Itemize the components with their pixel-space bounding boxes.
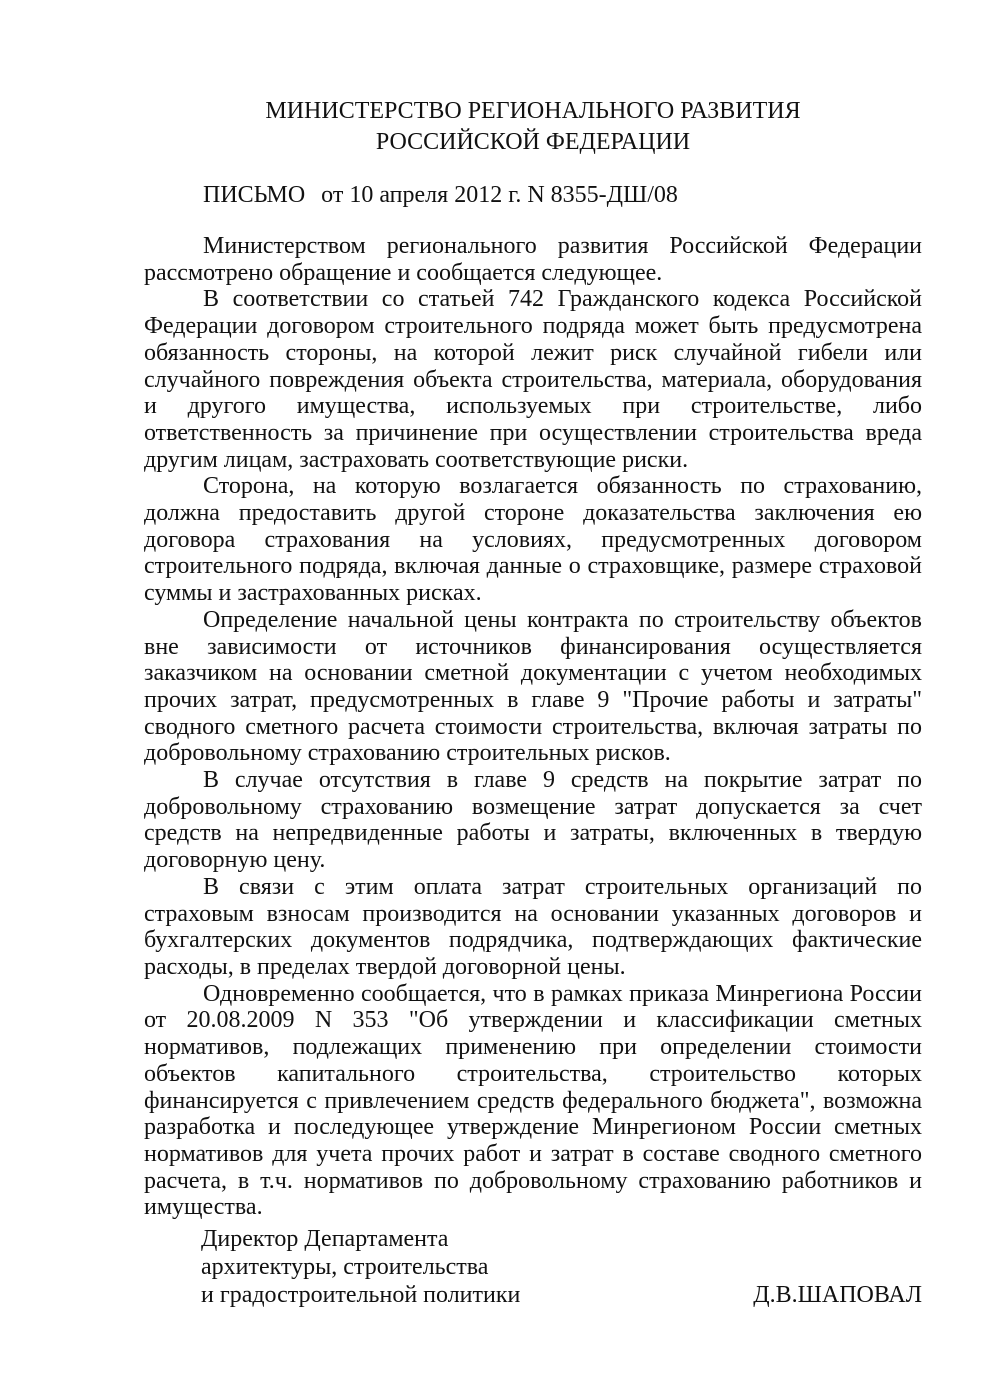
ministry-name-line2: РОССИЙСКОЙ ФЕДЕРАЦИИ <box>375 129 691 155</box>
paragraph: Определение начальной цены контракта по строительству объектов вне зависимости от источников финансирования осуществляется заказчиком на основании сметной документации с учетом необходимых прочих затрат, предусмотренных в главе 9 "Прочие работы и затраты" сводного сметного расчета стоимости строительства, включая затраты по добровольному страхованию строительных рисков. <box>144 606 922 767</box>
letter-title <box>203 180 678 210</box>
letter-details: от 10 апреля 2012 г. N 8355-ДШ/08 <box>321 182 678 208</box>
paragraph: Одновременно сообщается, что в рамках приказа Минрегиона России от 20.08.2009 N 353 "Об утверждении и классификации сметных нормативов, подлежащих применению при определении стоимости объектов капитального строительства, строительство которых финансируется с привлечением средств федерального бюджета", возможна разработка и последующее утверждение Минрегионом России сметных нормативов для учета прочих работ и затрат в составе сводного сметного расчета, в т.ч. нормативов по добровольному страхованию работников и имущества. <box>144 980 922 1221</box>
paragraph: В связи с этим оплата затрат строительных организаций по страховым взносам производится на основании указанных договоров и бухгалтерских документов подрядчика, подтверждающих фактические расходы, в пределах твердой договорной цены. <box>144 873 922 980</box>
signer-position-line1: Директор Департамента <box>201 1226 449 1252</box>
signer-position-line3: и градостроительной политики <box>201 1282 521 1308</box>
letter-type: ПИСЬМО <box>203 182 306 208</box>
ministry-header <box>0 96 988 158</box>
paragraph: В соответствии со статьей 742 Гражданского кодекса Российской Федерации договором строительного подряда может быть предусмотрена обязанность стороны, на которой лежит риск случайной гибели или случайного повреждения объекта строительства, материала, оборудования и другого имущества, используемых при строительстве, либо ответственность за причинение при осуществлении строительства вреда другим лицам, застраховать соответствующие риски. <box>144 286 922 473</box>
signer-name: Д.В.ШАПОВАЛ <box>753 1282 922 1308</box>
ministry-name-line1: МИНИСТЕРСТВО РЕГИОНАЛЬНОГО РАЗВИТИЯ <box>265 98 801 124</box>
paragraph: В случае отсутствия в главе 9 средств на покрытие затрат по добровольному страхованию возмещение затрат допускается за счет средств на непредвиденные работы и затраты, включенных в твердую договорную цену. <box>144 767 922 874</box>
paragraph: Сторона, на которую возлагается обязанность по страхованию, должна предоставить другой стороне доказательства заключения ею договора страхования на условиях, предусмотренных договором строительного подряда, включая данные о страховщике, размере страховой суммы и застрахованных рисках. <box>144 473 922 607</box>
signature-block <box>201 1225 520 1309</box>
paragraph: Министерством регионального развития Российской Федерации рассмотрено обращение и сообщается следующее. <box>144 233 922 286</box>
signer-position-line2: архитектуры, строительства <box>201 1254 489 1280</box>
letter-body <box>144 233 922 1221</box>
